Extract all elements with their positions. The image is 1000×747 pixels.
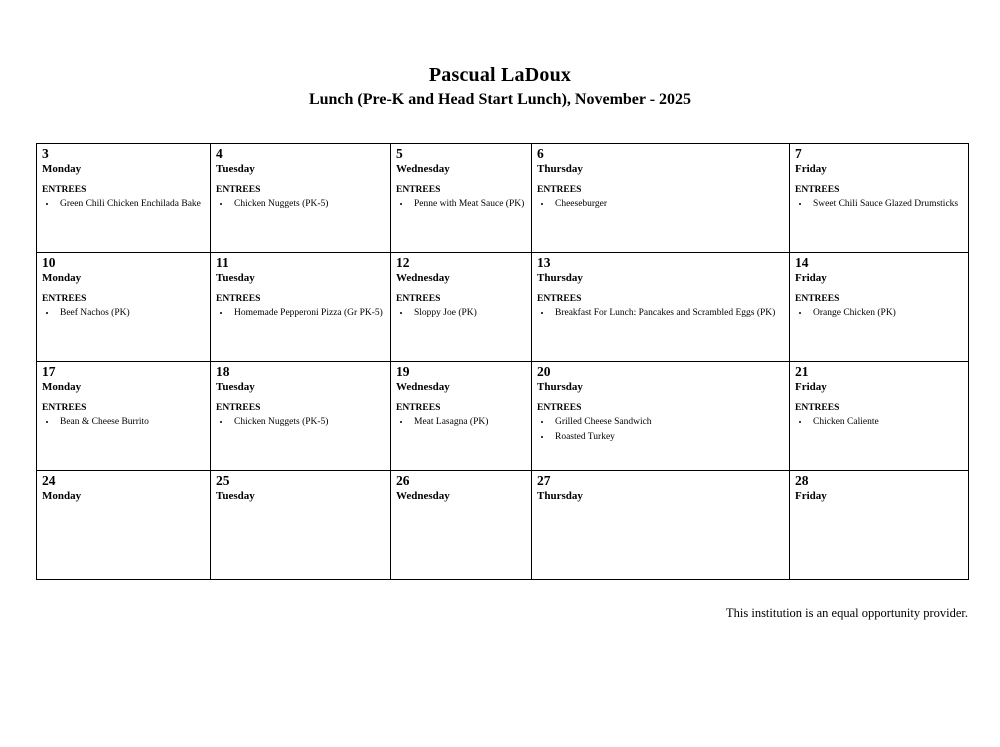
day-cell-28 xyxy=(790,471,969,580)
day-cell-21 xyxy=(790,362,969,471)
entree-list xyxy=(537,307,783,320)
entree-item: • Sweet Chili Sauce Glazed Drumsticks xyxy=(810,198,962,211)
day-cell-11 xyxy=(211,253,391,362)
entree-list xyxy=(795,198,962,211)
day-name: Wednesday xyxy=(396,162,450,175)
day-name: Monday xyxy=(42,489,82,502)
entree-item: • Roasted Turkey xyxy=(552,431,783,444)
day-cell-10 xyxy=(37,253,211,362)
entree-list xyxy=(396,307,525,320)
date-number: 11 xyxy=(216,255,229,270)
day-name: Thursday xyxy=(537,489,583,502)
entree-list xyxy=(795,416,962,429)
date-number: 21 xyxy=(795,364,809,379)
day-cell-24 xyxy=(37,471,211,580)
day-cell-27 xyxy=(532,471,790,580)
day-cell-25 xyxy=(211,471,391,580)
entrees-label: ENTREES xyxy=(795,294,840,305)
date-number: 5 xyxy=(396,146,403,161)
calendar-body xyxy=(37,144,969,580)
entree-item: • Penne with Meat Sauce (PK) xyxy=(411,198,525,211)
day-name: Wednesday xyxy=(396,380,450,393)
day-cell-26 xyxy=(391,471,532,580)
day-cell-7 xyxy=(790,144,969,253)
calendar-week-row xyxy=(37,362,969,471)
date-number: 19 xyxy=(396,364,410,379)
entree-list xyxy=(396,416,525,429)
entree-item: • Homemade Pepperoni Pizza (Gr PK-5) xyxy=(231,307,384,320)
day-name: Tuesday xyxy=(216,271,255,284)
calendar-week-row xyxy=(37,471,969,580)
entree-item: • Chicken Caliente xyxy=(810,416,962,429)
date-number: 25 xyxy=(216,473,230,488)
entree-list xyxy=(42,198,204,211)
day-name: Thursday xyxy=(537,380,583,393)
date-number: 24 xyxy=(42,473,56,488)
entrees-label: ENTREES xyxy=(795,403,840,414)
entree-item: • Beef Nachos (PK) xyxy=(57,307,204,320)
day-cell-18 xyxy=(211,362,391,471)
day-name: Wednesday xyxy=(396,271,450,284)
date-number: 20 xyxy=(537,364,551,379)
entrees-label: ENTREES xyxy=(396,294,441,305)
entrees-label: ENTREES xyxy=(537,294,582,305)
entrees-label: ENTREES xyxy=(42,185,87,196)
entree-list xyxy=(216,198,384,211)
date-number: 3 xyxy=(42,146,49,161)
day-name: Wednesday xyxy=(396,489,450,502)
day-name: Friday xyxy=(795,489,827,502)
day-name: Tuesday xyxy=(216,489,255,502)
date-number: 26 xyxy=(396,473,410,488)
date-number: 10 xyxy=(42,255,56,270)
entree-item: • Meat Lasagna (PK) xyxy=(411,416,525,429)
entrees-label: ENTREES xyxy=(42,294,87,305)
entree-item: • Breakfast For Lunch: Pancakes and Scrambled Eggs (PK) xyxy=(552,307,783,320)
entree-item: • Chicken Nuggets (PK-5) xyxy=(231,416,384,429)
date-number: 27 xyxy=(537,473,551,488)
entrees-label: ENTREES xyxy=(537,185,582,196)
page-title: Pascual LaDoux xyxy=(428,64,572,86)
calendar-week-row xyxy=(37,253,969,362)
day-name: Tuesday xyxy=(216,162,255,175)
date-number: 12 xyxy=(396,255,410,270)
page-subtitle: Lunch (Pre-K and Head Start Lunch), November - 2025 xyxy=(308,91,692,108)
calendar-week-row xyxy=(37,144,969,253)
entree-list xyxy=(42,307,204,320)
day-cell-12 xyxy=(391,253,532,362)
day-name: Monday xyxy=(42,380,82,393)
entrees-label: ENTREES xyxy=(396,403,441,414)
day-cell-6 xyxy=(532,144,790,253)
entree-list xyxy=(537,198,783,211)
date-number: 28 xyxy=(795,473,809,488)
entree-list xyxy=(795,307,962,320)
day-name: Friday xyxy=(795,271,827,284)
entrees-label: ENTREES xyxy=(537,403,582,414)
date-number: 4 xyxy=(216,146,223,161)
entree-item: • Cheeseburger xyxy=(552,198,783,211)
entrees-label: ENTREES xyxy=(396,185,441,196)
entree-list xyxy=(396,198,525,211)
footer-note: This institution is an equal opportunity provider. xyxy=(726,606,968,620)
entree-item: • Sloppy Joe (PK) xyxy=(411,307,525,320)
entree-item: • Bean & Cheese Burrito xyxy=(57,416,204,429)
date-number: 14 xyxy=(795,255,809,270)
menu-calendar xyxy=(36,143,969,580)
day-cell-4 xyxy=(211,144,391,253)
entree-list xyxy=(42,416,204,429)
day-cell-20 xyxy=(532,362,790,471)
entrees-label: ENTREES xyxy=(216,185,261,196)
day-name: Friday xyxy=(795,380,827,393)
day-cell-19 xyxy=(391,362,532,471)
entrees-label: ENTREES xyxy=(795,185,840,196)
day-name: Thursday xyxy=(537,271,583,284)
entree-list xyxy=(216,307,384,320)
entree-item: • Orange Chicken (PK) xyxy=(810,307,962,320)
date-number: 13 xyxy=(537,255,551,270)
day-cell-17 xyxy=(37,362,211,471)
entrees-label: ENTREES xyxy=(216,294,261,305)
entree-list xyxy=(537,416,783,444)
day-name: Monday xyxy=(42,271,82,284)
date-number: 6 xyxy=(537,146,544,161)
day-cell-14 xyxy=(790,253,969,362)
entree-list xyxy=(216,416,384,429)
day-name: Tuesday xyxy=(216,380,255,393)
entree-item: • Grilled Cheese Sandwich xyxy=(552,416,783,429)
date-number: 17 xyxy=(42,364,56,379)
entree-item: • Green Chili Chicken Enchilada Bake xyxy=(57,198,204,211)
day-name: Monday xyxy=(42,162,82,175)
entrees-label: ENTREES xyxy=(42,403,87,414)
date-number: 18 xyxy=(216,364,230,379)
day-name: Friday xyxy=(795,162,827,175)
day-cell-5 xyxy=(391,144,532,253)
day-cell-3 xyxy=(37,144,211,253)
page-header xyxy=(0,0,1000,109)
entrees-label: ENTREES xyxy=(216,403,261,414)
entree-item: • Chicken Nuggets (PK-5) xyxy=(231,198,384,211)
day-cell-13 xyxy=(532,253,790,362)
day-name: Thursday xyxy=(537,162,583,175)
date-number: 7 xyxy=(795,146,802,161)
